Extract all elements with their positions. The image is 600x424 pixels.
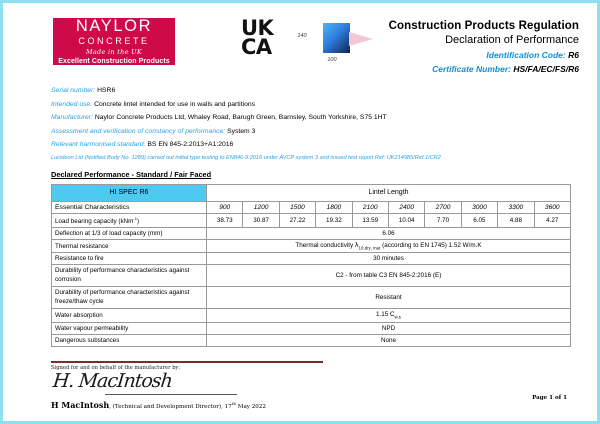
table-header-length-2700: 2700 — [425, 201, 461, 213]
row-label-water-absorption: Water absorption — [52, 309, 207, 322]
table-row — [52, 228, 571, 240]
cell-water-absorption-value — [207, 309, 571, 322]
row-label-deflection: Deflection at 1/3 of load capacity (mm) — [52, 228, 207, 240]
meta-harmonised-standard-label: Relevant harmonised standard: — [51, 141, 146, 149]
page-inner — [3, 3, 597, 421]
cell-load-2700: 7.70 — [425, 213, 461, 227]
cell-dangerous-substances-value: None — [207, 334, 571, 346]
ukca-line-1: UK — [241, 16, 274, 40]
cell-load-1800: 19.32 — [316, 213, 352, 227]
table-row — [52, 240, 571, 253]
table-header-length-2400: 2400 — [388, 201, 424, 213]
logo-brand-sub: CONCRETE — [78, 35, 150, 46]
signatory-name: H MacIntosh — [51, 399, 110, 410]
cell-resistance-to-fire-value: 30 minutes — [207, 253, 571, 265]
cell-load-2400: 10.04 — [388, 213, 424, 227]
cell-water-vapour-permeability-value: NPD — [207, 322, 571, 334]
page-subtitle: Declaration of Performance — [445, 34, 579, 46]
certificate-number — [387, 64, 579, 74]
table-header-length-3600: 3600 — [534, 201, 570, 213]
meta-manufacturer-label: Manufacturer: — [51, 114, 93, 122]
cell-load-1500: 27.22 — [279, 213, 315, 227]
identification-code-label: Identification Code: — [486, 50, 566, 60]
header-title-block — [387, 15, 579, 74]
table-row — [52, 334, 571, 346]
cell-thermal-resistance-value — [207, 240, 571, 253]
row-label-thermal-resistance: Thermal resistance — [52, 240, 207, 253]
thermal-suffix: (according to EN 1745) 1.52 W/m.K — [382, 242, 482, 250]
row-label-durability-freezethaw: Durability of performance characteristics against freeze/thaw cycle — [52, 287, 207, 309]
meta-intended-use-value: Concrete lintel intended for use in walls and partitions — [94, 100, 256, 108]
table-row — [52, 287, 571, 309]
table-header-length-2100: 2100 — [352, 201, 388, 213]
signature-underline — [105, 394, 237, 395]
declared-performance-heading: Declared Performance - Standard / Fair Faced — [51, 169, 212, 179]
handwritten-signature: H. MacIntosh — [51, 369, 174, 392]
row-label-water-vapour-permeability: Water vapour permeability — [52, 322, 207, 334]
thermal-prefix: Thermal conductivity — [295, 242, 354, 250]
table-row — [52, 322, 571, 334]
cell-load-2100: 13.59 — [352, 213, 388, 227]
meta-intended-use — [51, 101, 579, 108]
metadata-block — [51, 87, 579, 148]
cell-load-3300: 4.88 — [498, 213, 534, 227]
row-label-dangerous-substances: Dangerous substances — [52, 334, 207, 346]
identification-code-value: R6 — [568, 50, 579, 60]
page-footer: Page 1 of 1 — [532, 395, 567, 401]
meta-harmonised-standard — [51, 141, 579, 148]
lintel-profile-icon — [323, 23, 350, 53]
cell-deflection-value: 6.06 — [207, 228, 571, 240]
cell-load-3000: 6.05 — [461, 213, 497, 227]
notified-body-note: Lucideon Ltd (Notified Body No. 1289) carried out initial type testing to EN846-9:2016 under AVCP system 3 and issued test report Ref: UK214985/Ref.1/CR2 — [51, 154, 441, 161]
signature-date: 17 — [224, 403, 232, 410]
document-header — [25, 15, 579, 77]
table-row-header-top — [52, 184, 571, 201]
table-header-essential-characteristics: Essential Characteristics — [52, 201, 207, 213]
meta-avcp-label: Assessment and verification of constancy of performance: — [51, 127, 226, 135]
cell-durability-corrosion-value: C2 - from table C3 EN 845-2:2016 (E) — [207, 265, 571, 287]
declared-performance-table — [51, 184, 571, 347]
row-label-durability-corrosion: Durability of performance characteristics against corrosion — [52, 265, 207, 287]
lintel-dimension-diagram — [297, 19, 383, 69]
lambda-symbol-icon: λ — [354, 242, 359, 250]
meta-harmonised-standard-value: BS EN 845-2:2013+A1:2016 — [147, 141, 234, 149]
meta-avcp-value: System 3 — [227, 127, 256, 135]
signature-block — [51, 361, 351, 410]
row-label-resistance-to-fire: Resistance to fire — [52, 253, 207, 265]
table-header-length-3000: 3000 — [461, 201, 497, 213]
logo-made-in-uk: Made in the UK — [85, 47, 143, 56]
water-absorption-number: 1.15 C — [376, 311, 395, 319]
table-row — [52, 213, 571, 227]
cell-load-3600: 4.27 — [534, 213, 570, 227]
meta-manufacturer-value: Naylor Concrete Products Ltd, Whaley Road, Barugh Green, Barnsley, South Yorkshire, S75 1HT — [94, 114, 387, 122]
lintel-perspective-icon — [349, 32, 373, 46]
logo-brand-name: NAYLOR — [75, 17, 153, 36]
meta-serial-number-label: Serial number: — [51, 87, 96, 94]
signatory-details — [51, 400, 351, 410]
signature-date-month-year: May 2022 — [235, 403, 266, 410]
table-row — [52, 309, 571, 322]
certificate-number-value: HS/FA/EC/FS/R6 — [513, 64, 579, 74]
ukca-mark-icon — [241, 16, 274, 60]
table-row — [52, 253, 571, 265]
table-header-spec: HI SPEC R6 — [52, 184, 207, 201]
meta-intended-use-label: Intended use: — [51, 100, 93, 108]
meta-serial-number-value: HSR6 — [97, 87, 116, 94]
table-header-length-1200: 1200 — [243, 201, 279, 213]
row-label-tail: ) — [136, 218, 140, 226]
signature-date-suffix: th — [231, 400, 236, 406]
meta-manufacturer — [51, 114, 579, 121]
water-absorption-subscript: w,s — [394, 314, 401, 320]
ukca-line-2: CA — [241, 35, 272, 60]
table-row — [52, 265, 571, 287]
certificate-number-label: Certificate Number: — [432, 64, 511, 74]
cell-load-1200: 30.87 — [243, 213, 279, 227]
row-label-text: Load bearing capacity (kNm — [55, 218, 134, 226]
row-label-superscript: -1 — [133, 215, 137, 221]
table-header-length-1800: 1800 — [316, 201, 352, 213]
identification-code — [387, 50, 579, 60]
signature-divider — [51, 361, 323, 363]
naylor-concrete-logo — [53, 18, 175, 65]
table-row-header-lengths — [52, 201, 571, 213]
table-header-lintel-length: Lintel Length — [207, 184, 571, 201]
logo-tagline: Excellent Construction Products — [58, 57, 170, 65]
meta-serial-number — [51, 87, 579, 94]
table-header-length-1500: 1500 — [279, 201, 315, 213]
cell-load-900: 38.73 — [207, 213, 243, 227]
lambda-subscript: 10,dry, mat — [358, 245, 381, 251]
cell-durability-freezethaw-value: Resistant — [207, 287, 571, 309]
row-label-load-bearing-capacity — [52, 213, 207, 227]
table-header-length-900: 900 — [207, 201, 243, 213]
table-header-length-3300: 3300 — [498, 201, 534, 213]
meta-avcp — [51, 128, 579, 135]
dimension-width-label: 100 — [327, 57, 337, 63]
signatory-role: , (Technical and Development Director), — [109, 403, 225, 410]
signature-statement: Signed for and on behalf of the manufacturer by: — [51, 364, 181, 371]
page-title: Construction Products Regulation — [388, 20, 579, 32]
dimension-height-label: 140 — [297, 33, 307, 39]
